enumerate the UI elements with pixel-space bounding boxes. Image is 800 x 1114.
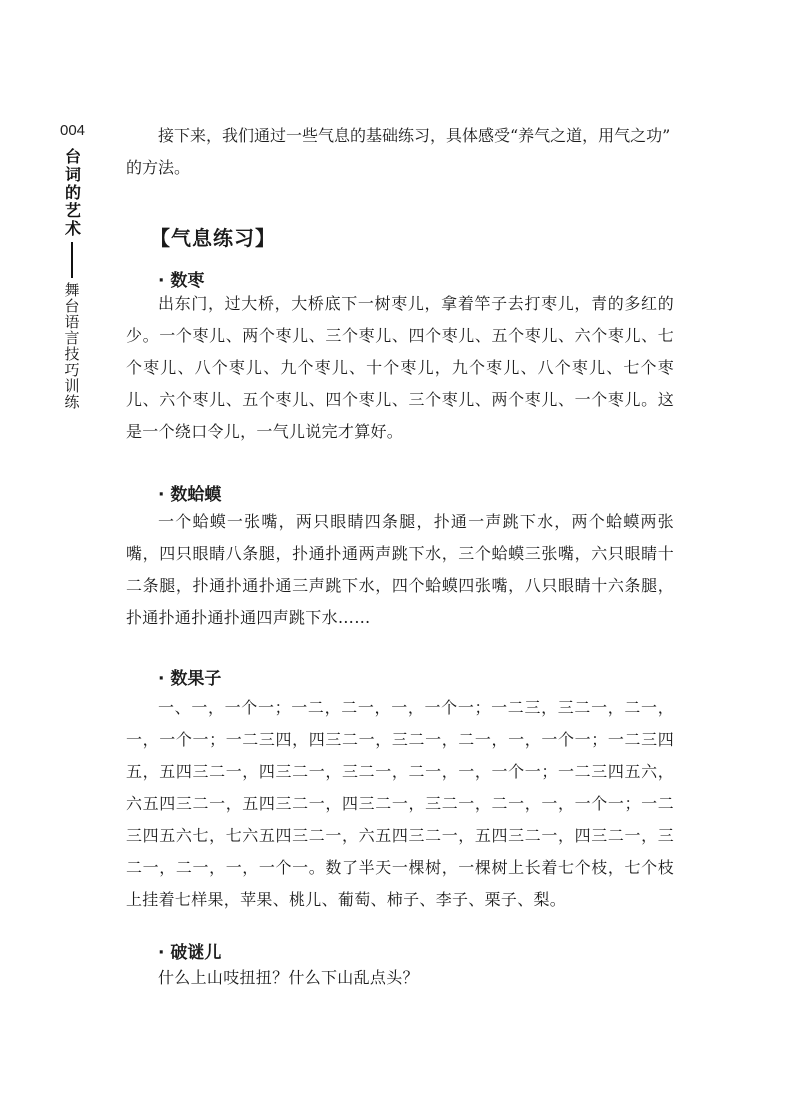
exercise-heading-count-fruits: · 数果子 [158,669,222,689]
section-title: 【气息练习】 [150,226,276,250]
page-number: 004 [60,122,86,139]
running-title-divider [71,242,73,278]
exercise-text-count-fruits: 一、一，一个一；一二，二一，一，一个一；一二三，三二一，二一，一，一个一；一二三四，四三二一，三二一，二一，一，一个一；一二三四五，五四三二一，四三二一，三二一，二一，一，一个一；一二三四五六，六五四三二一，五四三二一，四三二一，三二一，二一，一，一个一；一二三四五六七，七六五四三二一，六五四三二一，五四三二一，四三二一，三二一，二一，一，一个一。数了半天一棵树，一棵树上长着七个枝，七个枝上挂着七样果，苹果、桃儿、葡萄、柿子、李子、栗子、梨。 [126,698,674,909]
intro-line-2: 的方法。 [126,158,191,177]
exercise-text-riddle: 什么上山吱扭扭？什么下山乱点头？ [158,968,419,987]
exercise-text-count-toads: 一个蛤蟆一张嘴，两只眼睛四条腿，扑通一声跳下水，两个蛤蟆两张嘴，四只眼睛八条腿，扑通扑通两声跳下水，三个蛤蟆三张嘴，六只眼睛十二条腿，扑通扑通扑通三声跳下水，四个蛤蟆四张嘴，八只眼睛十六条腿，扑通扑通扑通扑通四声跳下水…… [126,512,674,627]
running-title-sub: 舞台语言技巧训练 [62,282,81,410]
running-title [62,148,82,410]
exercise-heading-count-toads: · 数蛤蟆 [158,485,222,505]
exercise-heading-count-dates: · 数枣 [158,271,205,291]
exercise-heading-riddle: · 破谜儿 [158,943,222,963]
running-title-main: 台词的艺术 [62,148,82,238]
exercise-text-count-dates: 出东门，过大桥，大桥底下一树枣儿，拿着竿子去打枣儿，青的多红的少。一个枣儿、两个枣儿、三个枣儿、四个枣儿、五个枣儿、六个枣儿、七个枣儿、八个枣儿、九个枣儿、十个枣儿，九个枣儿、八个枣儿、七个枣儿、六个枣儿、五个枣儿、四个枣儿、三个枣儿、两个枣儿、一个枣儿。这是一个绕口令儿，一气儿说完才算好。 [126,294,674,441]
intro-paragraph [126,120,686,184]
intro-line-1: 接下来，我们通过一些气息的基础练习，具体感受“养气之道，用气之功” [158,126,671,145]
